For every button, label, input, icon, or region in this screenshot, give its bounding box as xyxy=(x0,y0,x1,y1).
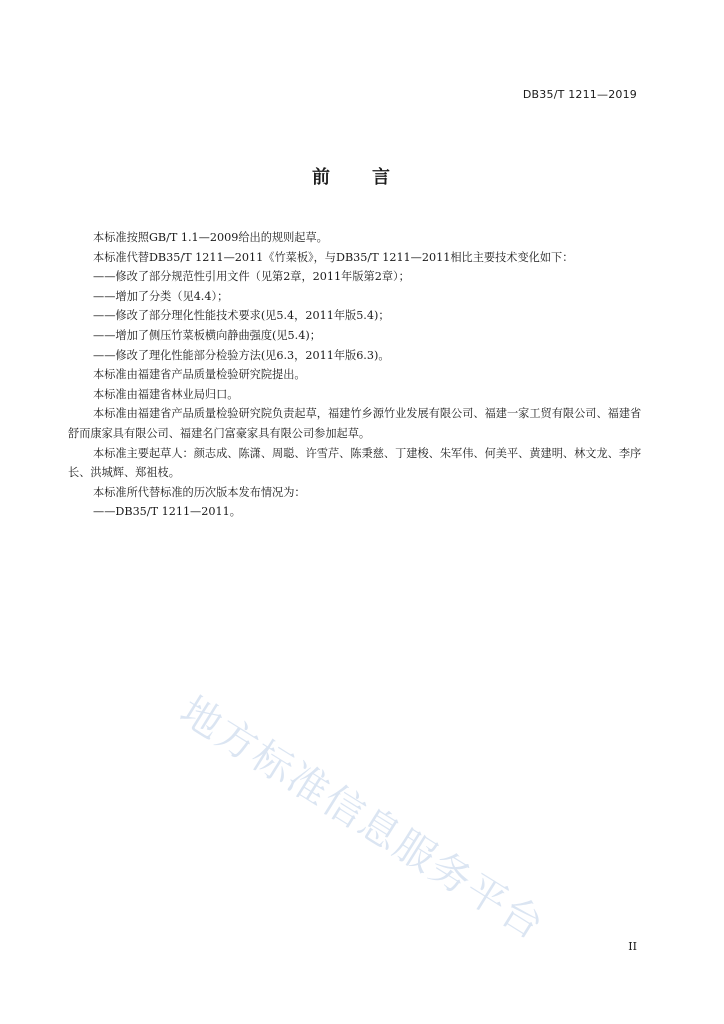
change-item: ——增加了侧压竹菜板横向静曲强度(见5.4)； xyxy=(93,328,321,342)
change-item: ——修改了部分规范性引用文件（见第2章，2011年版第2章）； xyxy=(93,270,410,284)
watermark: 地方标准信息服务平台 xyxy=(171,687,553,950)
paragraph: 本标准由福建省产品质量检验研究院负责起草，福建竹乡源竹业发展有限公司、福建一家工贸有限公司、福建省舒而康家具有限公司、福建名门富豪家具有限公司参加起草。 xyxy=(68,407,642,440)
paragraph: 本标准由福建省林业局归口。 xyxy=(93,387,239,401)
history-item: ——DB35/T 1211—2011。 xyxy=(93,505,241,519)
title-char-2: 言 xyxy=(372,167,390,188)
page-number: II xyxy=(628,940,637,953)
doc-code-header: DB35/T 1211—2019 xyxy=(522,88,637,101)
foreword-body xyxy=(68,228,644,522)
change-item: ——修改了理化性能部分检验方法(见6.3，2011年版6.3)。 xyxy=(93,348,390,362)
change-item: ——增加了分类（见4.4）； xyxy=(93,289,229,303)
paragraph: 本标准由福建省产品质量检验研究院提出。 xyxy=(93,368,306,382)
paragraph: 本标准所代替标准的历次版本发布情况为： xyxy=(93,485,306,499)
title-char-1: 前 xyxy=(312,167,330,188)
change-item: ——修改了部分理化性能技术要求(见5.4，2011年版5.4)； xyxy=(93,309,390,323)
paragraph: 本标准代替DB35/T 1211—2011《竹菜板》，与DB35/T 1211—2011相比主要技术变化如下： xyxy=(93,250,574,264)
paragraph: 本标准主要起草人：颜志成、陈潇、周聪、许雪芹、陈秉慈、丁建梭、朱军伟、何美平、黄建明、林文龙、李序长、洪城辉、郑祖枝。 xyxy=(68,446,642,480)
paragraph: 本标准按照GB/T 1.1—2009给出的规则起草。 xyxy=(93,231,328,244)
